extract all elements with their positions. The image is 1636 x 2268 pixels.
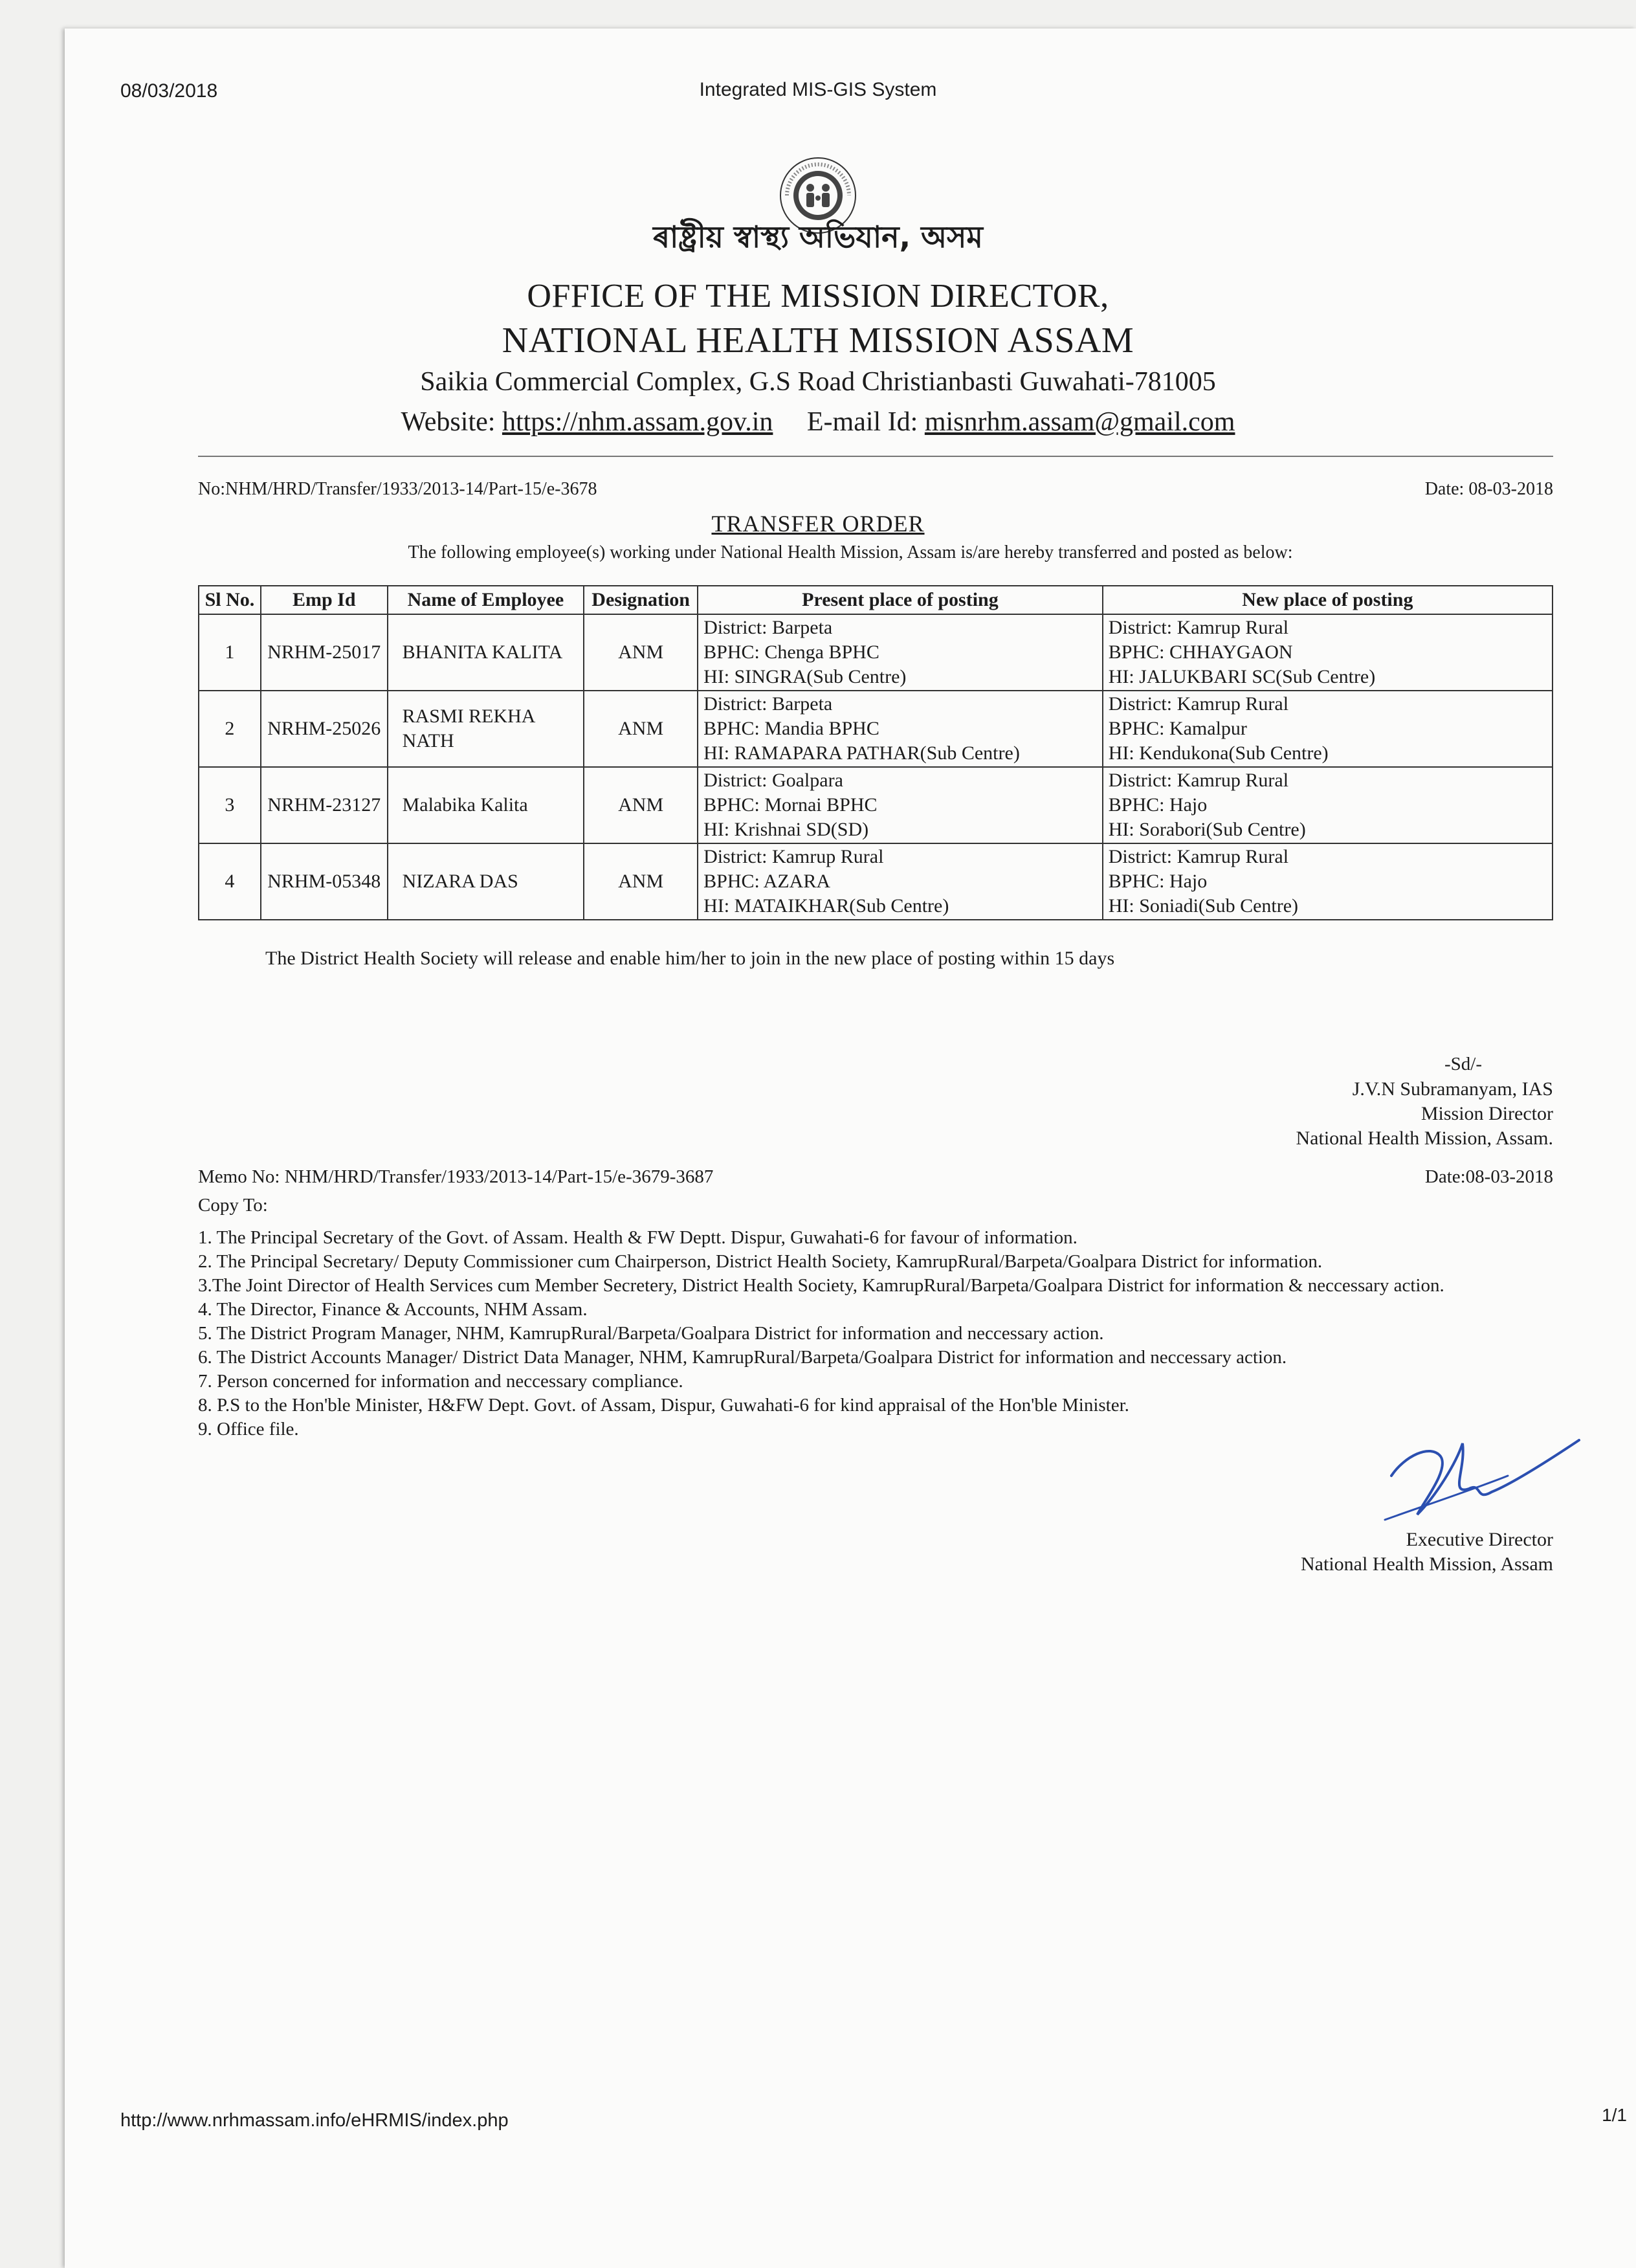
list-item: 9. Office file. — [198, 1419, 299, 1440]
header-sl-no: Sl No. — [199, 586, 261, 614]
memo-number: Memo No: NHM/HRD/Transfer/1933/2013-14/Part-15/e-3679-3687 — [198, 1166, 714, 1187]
list-item: 6. The District Accounts Manager/ District Data Manager, NHM, KamrupRural/Barpeta/Goalpara District for information and neccessary action. — [198, 1347, 1287, 1368]
new-bphc: BPHC: Kamalpur — [1108, 718, 1247, 739]
new-district: District: Kamrup Rural — [1108, 693, 1289, 715]
signatory-title: Mission Director — [1420, 1103, 1553, 1124]
release-note: The District Health Society will release and enable him/her to join in the new place of posting within 15 days — [265, 948, 1115, 969]
cell-employee-name: NIZARA DAS — [388, 843, 584, 920]
present-district: District: Kamrup Rural — [703, 846, 884, 867]
cell-new-posting — [1103, 767, 1553, 843]
bengali-org-name: ৰাষ্ট্ৰীয় স্বাস্থ্য অভিযান, অসম — [653, 219, 983, 254]
email-label: E-mail Id: — [806, 407, 918, 437]
copy-to-label: Copy To: — [198, 1195, 268, 1216]
cell-emp-id: NRHM-05348 — [261, 843, 388, 920]
signed-mark: -Sd/- — [1444, 1054, 1482, 1074]
executive-director-block — [1301, 1528, 1553, 1577]
header-emp-id: Emp Id — [261, 586, 388, 614]
cell-employee-name: Malabika Kalita — [388, 767, 584, 843]
new-bphc: BPHC: Hajo — [1108, 794, 1208, 816]
header-divider — [198, 456, 1553, 457]
table-header-row — [199, 586, 1553, 614]
signatory-org: National Health Mission, Assam. — [1296, 1128, 1553, 1149]
executive-org: National Health Mission, Assam — [1301, 1553, 1553, 1575]
present-bphc: BPHC: Mandia BPHC — [703, 718, 879, 739]
header-present-posting: Present place of posting — [698, 586, 1103, 614]
present-hi: HI: SINGRA(Sub Centre) — [703, 666, 907, 687]
table-row — [199, 843, 1553, 920]
signatory-name: J.V.N Subramanyam, IAS — [1352, 1078, 1553, 1100]
mission-director-block — [1296, 1077, 1553, 1151]
handwritten-signature-icon — [1378, 1430, 1586, 1528]
cell-designation: ANM — [584, 843, 698, 920]
copy-to-list — [198, 1226, 1557, 1441]
office-title: OFFICE OF THE MISSION DIRECTOR, — [527, 278, 1109, 315]
cell-emp-id: NRHM-25026 — [261, 691, 388, 767]
cell-new-posting — [1103, 691, 1553, 767]
present-hi: HI: Krishnai SD(SD) — [703, 819, 869, 840]
contact-line — [0, 406, 1636, 438]
cell-sl-no: 1 — [199, 614, 261, 691]
cell-emp-id: NRHM-25017 — [261, 614, 388, 691]
email-link[interactable]: misnrhm.assam@gmail.com — [924, 407, 1235, 437]
present-bphc: BPHC: Mornai BPHC — [703, 794, 878, 816]
header-employee-name: Name of Employee — [388, 586, 584, 614]
cell-sl-no: 2 — [199, 691, 261, 767]
list-item: 4. The Director, Finance & Accounts, NHM Assam. — [198, 1299, 588, 1320]
cell-emp-id: NRHM-23127 — [261, 767, 388, 843]
cell-designation: ANM — [584, 767, 698, 843]
website-label: Website: — [401, 407, 496, 437]
cell-new-posting — [1103, 614, 1553, 691]
order-title: TRANSFER ORDER — [711, 511, 925, 537]
new-hi: HI: JALUKBARI SC(Sub Centre) — [1108, 666, 1376, 687]
order-date: Date: 08-03-2018 — [1424, 479, 1553, 499]
office-address: Saikia Commercial Complex, G.S Road Christianbasti Guwahati-781005 — [420, 367, 1216, 397]
print-footer-url: http://www.nrhmassam.info/eHRMIS/index.php — [120, 2110, 509, 2131]
print-date: 08/03/2018 — [120, 80, 218, 102]
present-district: District: Goalpara — [703, 770, 843, 791]
present-bphc: BPHC: Chenga BPHC — [703, 641, 879, 663]
present-bphc: BPHC: AZARA — [703, 871, 831, 892]
cell-present-posting — [698, 767, 1103, 843]
list-item: 3.The Joint Director of Health Services cum Member Secretery, District Health Society, KamrupRural/Barpeta/Goalpara District for information & neccessary action. — [198, 1275, 1444, 1296]
organization-title: NATIONAL HEALTH MISSION ASSAM — [502, 320, 1134, 361]
table-row — [199, 767, 1553, 843]
page-number: 1/1 — [1602, 2105, 1627, 2125]
present-district: District: Barpeta — [703, 693, 833, 715]
cell-employee-name: RASMI REKHA NATH — [388, 691, 584, 767]
new-district: District: Kamrup Rural — [1108, 846, 1289, 867]
cell-sl-no: 3 — [199, 767, 261, 843]
present-hi: HI: MATAIKHAR(Sub Centre) — [703, 895, 949, 917]
cell-new-posting — [1103, 843, 1553, 920]
list-item: 2. The Principal Secretary/ Deputy Commissioner cum Chairperson, District Health Society, KamrupRural/Barpeta/Goalpara District for information. — [198, 1251, 1323, 1272]
header-new-posting: New place of posting — [1103, 586, 1553, 614]
executive-title: Executive Director — [1406, 1529, 1553, 1550]
cell-sl-no: 4 — [199, 843, 261, 920]
new-bphc: BPHC: CHHAYGAON — [1108, 641, 1293, 663]
cell-present-posting — [698, 614, 1103, 691]
order-intro: The following employee(s) working under National Health Mission, Assam is/are hereby transferred and posted as below: — [408, 542, 1293, 562]
memo-date: Date:08-03-2018 — [1424, 1166, 1553, 1187]
new-bphc: BPHC: Hajo — [1108, 871, 1208, 892]
cell-employee-name: BHANITA KALITA — [388, 614, 584, 691]
new-district: District: Kamrup Rural — [1108, 617, 1289, 638]
cell-designation: ANM — [584, 614, 698, 691]
list-item: 1. The Principal Secretary of the Govt. of Assam. Health & FW Deptt. Dispur, Guwahati-6 for favour of information. — [198, 1227, 1078, 1248]
transfer-table — [198, 585, 1553, 920]
cell-present-posting — [698, 843, 1103, 920]
table-row — [199, 614, 1553, 691]
header-designation: Designation — [584, 586, 698, 614]
list-item: 7. Person concerned for information and neccessary compliance. — [198, 1371, 683, 1392]
cell-designation: ANM — [584, 691, 698, 767]
print-system-title: Integrated MIS-GIS System — [699, 79, 937, 100]
order-reference: No:NHM/HRD/Transfer/1933/2013-14/Part-15/e-3678 — [198, 479, 597, 499]
new-hi: HI: Kendukona(Sub Centre) — [1108, 742, 1329, 764]
present-hi: HI: RAMAPARA PATHAR(Sub Centre) — [703, 742, 1020, 764]
new-district: District: Kamrup Rural — [1108, 770, 1289, 791]
new-hi: HI: Soniadi(Sub Centre) — [1108, 895, 1299, 917]
table-row — [199, 691, 1553, 767]
website-link[interactable]: https://nhm.assam.gov.in — [502, 407, 773, 437]
new-hi: HI: Sorabori(Sub Centre) — [1108, 819, 1306, 840]
list-item: 5. The District Program Manager, NHM, KamrupRural/Barpeta/Goalpara District for information and neccessary action. — [198, 1323, 1104, 1344]
present-district: District: Barpeta — [703, 617, 833, 638]
cell-present-posting — [698, 691, 1103, 767]
list-item: 8. P.S to the Hon'ble Minister, H&FW Dept. Govt. of Assam, Dispur, Guwahati-6 for kind appraisal of the Hon'ble Minister. — [198, 1395, 1129, 1416]
